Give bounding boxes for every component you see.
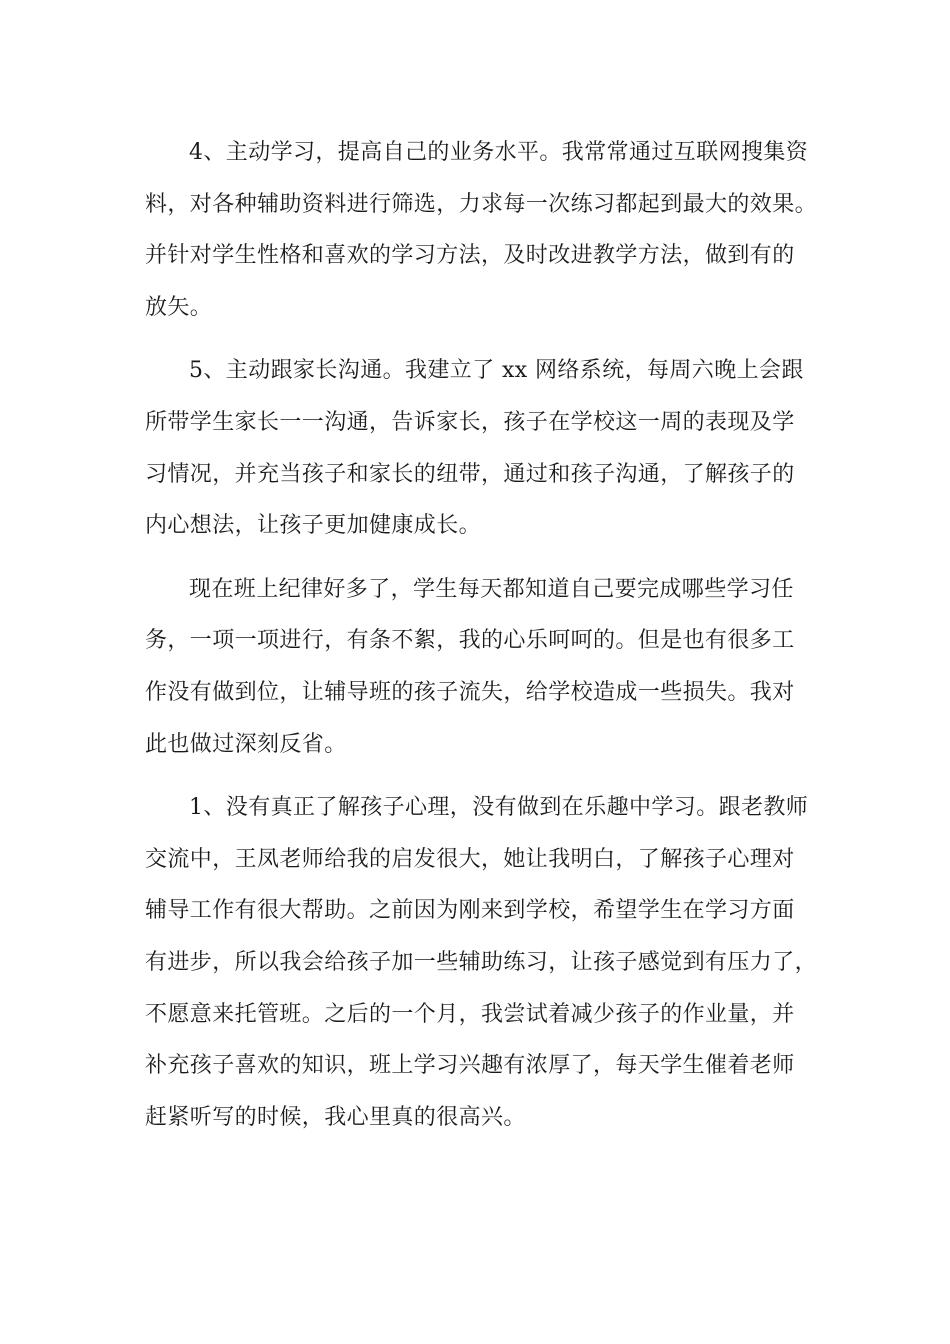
document-body: [145, 127, 818, 1155]
paragraph-item-4: [145, 127, 818, 333]
paragraph-item-1: [145, 782, 818, 1143]
text-line: 辅导工作有很大帮助。之前因为刚来到学校，希望学生在学习方面: [145, 898, 795, 924]
text-line: 作没有做到位，让辅导班的孩子流失，给学校造成一些损失。我对: [145, 679, 795, 705]
text-line: 5、主动跟家长沟通。我建立了 xx 网络系统，每周六晚上会跟: [189, 358, 804, 384]
text-line: 不愿意来托管班。之后的一个月，我尝试着减少孩子的作业量，并: [145, 1001, 795, 1027]
text-line: 务，一项一项进行，有条不絮，我的心乐呵呵的。但是也有很多工: [145, 628, 795, 654]
text-line: 补充孩子喜欢的知识，班上学习兴趣有浓厚了，每天学生催着老师: [145, 1053, 795, 1079]
text-line: 习情况，并充当孩子和家长的纽带，通过和孩子沟通，了解孩子的: [145, 461, 795, 487]
paragraph-item-5: [145, 345, 805, 551]
text-line: 有进步，所以我会给孩子加一些辅助练习，让孩子感觉到有压力了，: [145, 949, 818, 975]
paragraph-reflection: [145, 564, 805, 770]
text-line: 现在班上纪律好多了，学生每天都知道自己要完成哪些学习任: [189, 576, 794, 602]
text-line: 料，对各种辅助资料进行筛选，力求每一次练习都起到最大的效果。: [145, 191, 818, 217]
text-line: 放矢。: [145, 294, 213, 320]
text-line: 所带学生家长一一沟通，告诉家长，孩子在学校这一周的表现及学: [145, 409, 795, 435]
text-line: 内心想法，让孩子更加健康成长。: [145, 513, 482, 539]
text-line: 并针对学生性格和喜欢的学习方法，及时改进教学方法，做到有的: [145, 243, 795, 269]
text-line: 4、主动学习，提高自己的业务水平。我常常通过互联网搜集资: [189, 140, 809, 165]
text-line: 交流中，王凤老师给我的启发很大，她让我明白，了解孩子心理对: [145, 846, 795, 872]
text-line: 1、没有真正了解孩子心理，没有做到在乐趣中学习。跟老教师: [189, 795, 809, 821]
text-line: 赶紧听写的时候，我心里真的很高兴。: [145, 1104, 526, 1130]
text-line: 此也做过深刻反省。: [145, 731, 347, 757]
